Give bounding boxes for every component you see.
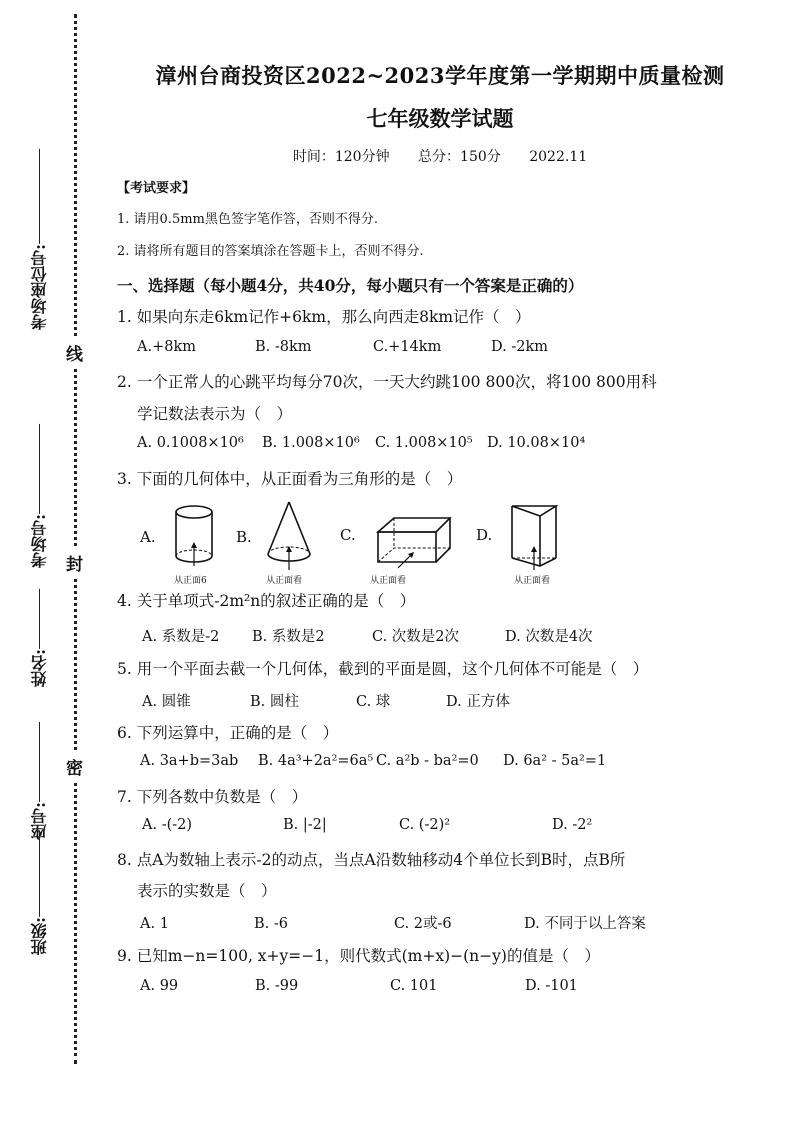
- seal-char-seal: 封: [66, 548, 83, 577]
- name-field: [28, 585, 51, 687]
- question-5-options: [142, 690, 510, 711]
- requirement-1: 1. 请用0.5mm黑色签字笔作答，否则不得分.: [117, 212, 378, 227]
- question-9-options: [140, 978, 578, 994]
- seal-char-line: 线: [66, 338, 83, 367]
- option-d[interactable]: D. 10.08×10⁴: [487, 435, 586, 451]
- option-b[interactable]: B. -8km: [255, 339, 312, 355]
- seat-no-label: 座号:: [30, 802, 49, 840]
- question-6: 6. 下列运算中，正确的是（ ）: [117, 724, 339, 742]
- option-d[interactable]: D. 不同于以上答案: [524, 916, 646, 932]
- seat-number-blank[interactable]: [40, 149, 41, 244]
- class-field: [28, 828, 51, 955]
- exam-date: 2022.11: [529, 149, 588, 165]
- prism-figure: [508, 502, 568, 572]
- option-b[interactable]: B. 系数是2: [252, 629, 325, 645]
- option-c[interactable]: C. (-2)²: [399, 817, 451, 833]
- exam-meta: [110, 146, 770, 166]
- exam-room-blank[interactable]: [40, 424, 41, 514]
- option-c[interactable]: C. 次数是2次: [372, 629, 460, 645]
- option-c[interactable]: C. a²b - ba²=0: [376, 753, 479, 769]
- option-a[interactable]: A. 99: [140, 978, 179, 994]
- option-b[interactable]: B. 4a³+2a²=6a⁵: [258, 753, 374, 769]
- seat-number-label: 考场座位号:: [30, 244, 49, 330]
- option-b[interactable]: B. -99: [255, 978, 299, 994]
- option-d[interactable]: D. -2²: [552, 817, 593, 833]
- requirements-heading: 【考试要求】: [117, 181, 196, 196]
- option-b[interactable]: B. -6: [254, 916, 288, 932]
- figure-label-d[interactable]: D.: [476, 526, 493, 544]
- exam-room-label: 考场号:: [30, 514, 49, 568]
- figure-caption-a: 从正面6: [174, 576, 207, 586]
- requirement-2: 2. 请将所有题目的答案填涂在答题卡上，否则不得分.: [117, 244, 424, 259]
- name-label: 姓名:: [30, 649, 49, 687]
- option-a[interactable]: A. 圆锥: [142, 694, 191, 710]
- option-b[interactable]: B. 1.008×10⁶: [262, 435, 360, 451]
- option-c[interactable]: C. 1.008×10⁵: [375, 435, 473, 451]
- option-c[interactable]: C. 球: [356, 694, 391, 710]
- class-blank[interactable]: [40, 832, 41, 917]
- question-8-cont: 表示的实数是（ ）: [137, 882, 277, 900]
- question-4-options: [142, 625, 593, 646]
- question-7: 7. 下列各数中负数是（ ）: [117, 788, 308, 806]
- question-8: 8. 点A为数轴上表示-2的动点，当点A沿数轴移动4个单位长到B时，点B所: [117, 851, 626, 869]
- figure-label-c[interactable]: C.: [340, 526, 356, 544]
- seat-number-field: [28, 145, 51, 330]
- class-label: 班级:: [30, 917, 49, 955]
- option-a[interactable]: A. -(-2): [142, 817, 193, 833]
- question-4: 4. 关于单项式-2m²n的叙述正确的是（ ）: [117, 592, 416, 610]
- option-d[interactable]: D. 6a² - 5a²=1: [503, 753, 607, 769]
- option-a[interactable]: A. 系数是-2: [142, 629, 220, 645]
- question-8-options: [140, 912, 646, 933]
- figure-label-b[interactable]: B.: [236, 528, 252, 546]
- question-2-options: [137, 435, 585, 451]
- option-a[interactable]: A. 3a+b=3ab: [140, 753, 239, 769]
- binding-dotted-line: [74, 14, 77, 1064]
- figure-caption-c: 从正面看: [370, 576, 407, 586]
- option-d[interactable]: D. 正方体: [446, 694, 510, 710]
- figure-caption-b: 从正面看: [266, 576, 303, 586]
- option-c[interactable]: C. 101: [390, 978, 438, 994]
- question-1: 1. 如果向东走6km记作+6km，那么向西走8km记作（ ）: [117, 308, 531, 326]
- cylinder-figure: [172, 500, 216, 570]
- option-d[interactable]: D. -101: [525, 978, 578, 994]
- option-a[interactable]: A. 1: [140, 916, 169, 932]
- exam-title: 漳州台商投资区2022~2023学年度第一学期期中质量检测: [155, 63, 725, 88]
- option-c[interactable]: C. 2或-6: [394, 916, 452, 932]
- exam-subtitle: 七年级数学试题: [366, 106, 514, 131]
- option-d[interactable]: D. -2km: [491, 339, 548, 355]
- cuboid-figure: [374, 510, 454, 570]
- figure-label-a[interactable]: A.: [140, 528, 156, 546]
- seat-no-field: [28, 718, 51, 840]
- question-9: 9. 已知m−n=100, x+y=−1，则代数式(m+x)−(n−y)的值是（ ）: [117, 947, 600, 965]
- option-d[interactable]: D. 次数是4次: [505, 629, 593, 645]
- question-3: 3. 下面的几何体中，从正面看为三角形的是（ ）: [117, 470, 463, 488]
- exam-room-field: [28, 420, 51, 568]
- seat-no-blank[interactable]: [40, 722, 41, 802]
- option-b[interactable]: B. 圆柱: [250, 694, 299, 710]
- question-7-options: [142, 817, 592, 833]
- question-5: 5. 用一个平面去截一个几何体，截到的平面是圆，这个几何体不可能是（ ）: [117, 660, 649, 678]
- section-heading: 一、选择题（每小题4分，共40分，每小题只有一个答案是正确的）: [117, 276, 584, 295]
- cone-figure: [264, 500, 314, 572]
- figure-caption-d: 从正面看: [514, 576, 551, 586]
- question-6-options: [140, 753, 606, 769]
- exam-time: 时间：120分钟: [292, 149, 390, 165]
- option-a[interactable]: A. 0.1008×10⁶: [137, 435, 244, 451]
- question-2-cont: 学记数法表示为（ ）: [137, 405, 293, 423]
- question-1-options: [137, 339, 548, 355]
- name-blank[interactable]: [40, 589, 41, 649]
- option-b[interactable]: B. |-2|: [283, 817, 327, 833]
- option-a[interactable]: A.+8km: [137, 339, 196, 355]
- option-c[interactable]: C.+14km: [373, 339, 442, 355]
- question-2: 2. 一个正常人的心跳平均每分70次，一天大约跳100 800次，将100 800用科: [117, 373, 657, 391]
- exam-score: 总分：150分: [418, 149, 501, 165]
- seal-char-secret: 密: [66, 752, 83, 781]
